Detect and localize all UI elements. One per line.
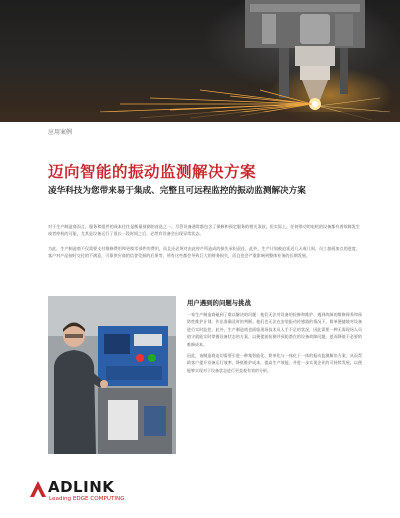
section-paragraph: 因此，该制造商迫切需要引进一种集智能化、简单化与一体化于一体的振动监测解决方案，从而帮助客户提升设备运行效率，降低维护成本，提高生产效能，并进一步实现企业的可持续发展。以便能够实现对于设备状态进行更直观有效的分析。 <box>187 353 362 373</box>
logo-wordmark: ADLINK <box>48 478 115 496</box>
page-title: 迈向智能的振动监测解决方案 <box>48 163 257 181</box>
logo-mark-icon <box>28 479 48 499</box>
technician-photo <box>48 296 176 454</box>
section-heading: 用户遇到的问题与挑战 <box>187 299 251 307</box>
logo-tagline: Leading EDGE COMPUTING <box>49 496 125 502</box>
body-paragraph: 对于生产制造商而言，服务和组件的成本往往是衡量预测的首选之一。尽管设备通常都包含了保修和预定服务的相关条款，但实际上，任何带动的电机的设备都有着故障发生或者停机的可能，尤其是设备运行了很长一段时间之后，必然有设备会出现异常状态。 <box>48 224 360 237</box>
page-subtitle: 凌华科技为您带来易于集成、完整且可远程监控的振动监测解决方案 <box>48 186 306 196</box>
section-paragraph: 一家生产制造商碰到了难以解决的问题：他们无法对设备的检修和维护、遇到故障的维修保养和预防性维护计划，作出准确及时的判断。他们也无法在安装振动传感器的情况下，简单便捷地对设备进行实时监控。此外，生产制造商也面临现场技术员人手不足的状况，因此需要一种无需现场人员值守就能实时掌握设备状态的方案，以便提前检测并预防潜在的设备故障问题，进而降低不必要的维修成本。 <box>187 312 362 347</box>
adlink-logo <box>28 476 148 510</box>
category-label: 应用案例 <box>48 129 73 136</box>
body-paragraph: 为此，生产制造商不仅需要支付维修费用和更换零部件的费用，而且还必须对由此停产所造成的损失承担责任。此外，生产计划被迫延迟几天或几周，员工加班加点的进度，客户对产品按时交付的不满意，可靠供应商的信誉受损的后果等，所有这些都会导致巨大的财务损失，而且也会严重影响到整体业务的长期发展。 <box>48 246 360 259</box>
hero-image <box>0 0 400 122</box>
